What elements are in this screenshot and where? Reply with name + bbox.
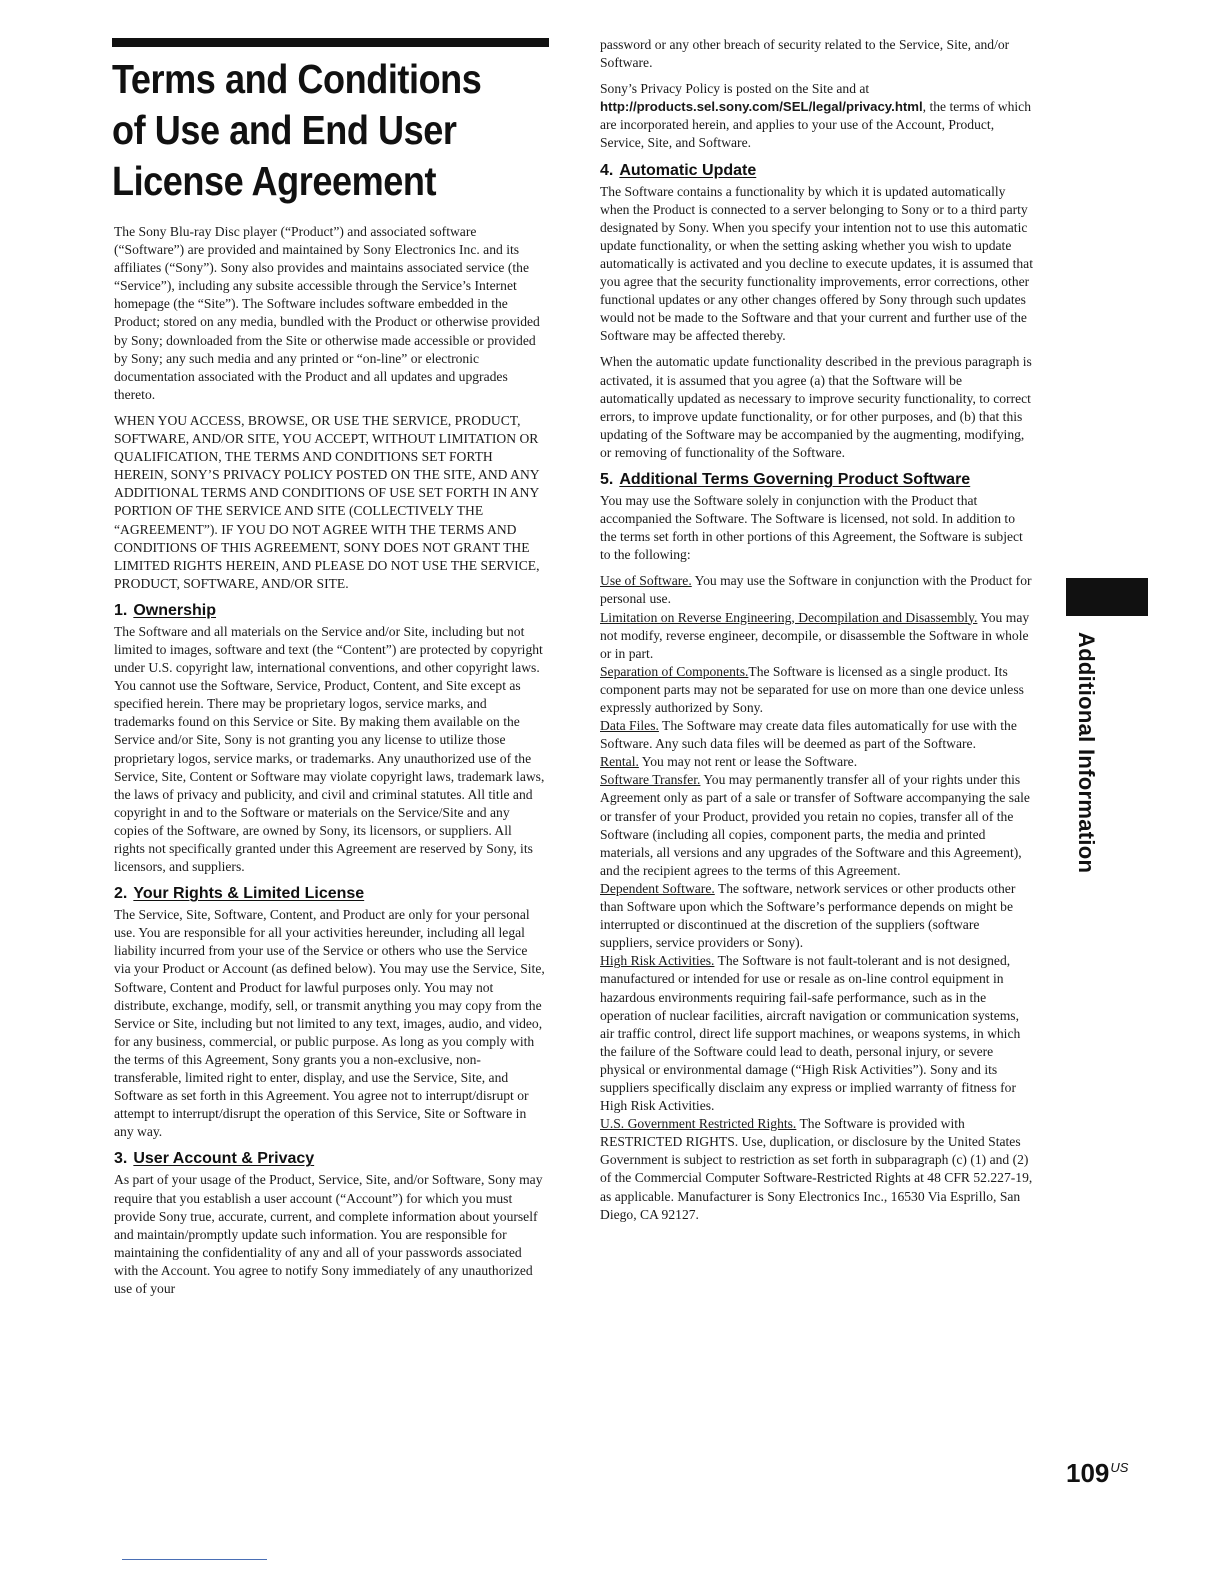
section-number: 2. xyxy=(114,885,128,903)
term-high-risk-activities xyxy=(600,952,1034,1115)
term-label: High Risk Activities. xyxy=(600,953,715,969)
term-text: The Software may create data files automatically for use with the Software. Any such data files will be deemed as part of the Software. xyxy=(600,718,1017,752)
section-1-heading xyxy=(114,601,546,621)
privacy-policy-paragraph xyxy=(600,80,1034,152)
footer-rule xyxy=(122,1559,267,1560)
intro-paragraph-2: WHEN YOU ACCESS, BROWSE, OR USE THE SERVICE, PRODUCT, SOFTWARE, AND/OR SITE, YOU ACCEPT, WITHOUT LIMITATION OR QUALIFICATION, THE TERMS AND CONDITIONS SET FORTH HEREIN, SONY’S PRIVACY POLICY POSTED ON THE SITE, AND ANY ADDITIONAL TERMS AND CONDITIONS OF USE SET FORTH IN ANY PORTION OF THE SERVICE AND SITE (COLLECTIVELY THE “AGREEMENT”). IF YOU DO NOT AGREE WITH THE TERMS AND CONDITIONS OF THIS AGREEMENT, SONY DOES NOT GRANT THE LIMITED RIGHTS HEREIN, AND PLEASE DO NOT USE THE SERVICE, PRODUCT, SOFTWARE, AND/OR SITE. xyxy=(114,412,540,591)
term-data-files xyxy=(600,717,1034,753)
section-3-heading xyxy=(114,1149,546,1169)
privacy-policy-link[interactable]: http://products.sel.sony.com/SEL/legal/privacy.html xyxy=(600,99,923,115)
section-title: User Account & Privacy xyxy=(133,1150,315,1168)
right-column xyxy=(600,36,1034,1224)
term-use-of-software xyxy=(600,572,1034,608)
term-label: Dependent Software. xyxy=(600,880,715,896)
side-section-label-text: Additional Information xyxy=(1074,632,1099,874)
section-title: Additional Terms Governing Product Software xyxy=(619,470,971,488)
section-title: Ownership xyxy=(133,601,217,619)
term-rental xyxy=(600,753,1034,771)
section-number: 4. xyxy=(600,161,614,179)
term-text: The software, network services or other products other than Software upon which the Software’s performance depends on might be interrupted or discontinued at the discretion of the suppliers (software suppliers, service providers or Sony). xyxy=(600,880,1016,951)
section-2-heading xyxy=(114,884,546,904)
section-tab-marker xyxy=(1066,578,1148,616)
section-5-intro: You may use the Software solely in conjunction with the Product that accompanied the Software. The Software is licensed, not sold. In addition to the terms set forth in other portions of this Agreement, the Software is subject to the following: xyxy=(600,492,1023,563)
section-number: 3. xyxy=(114,1150,128,1168)
term-label: U.S. Government Restricted Rights. xyxy=(600,1116,797,1132)
term-text: You may use the Software in conjunction with the Product for personal use. xyxy=(600,573,1032,607)
section-4-paragraph-1: The Software contains a functionality by which it is updated automatically when the Product is connected to a server belonging to Sony or to a third party designated by Sony. When you specify your intention not to use this automatic update functionality, or when the setting asking whether you wish to update automatically is activated and you decline to execute updates, it is assumed that you agree that the security functionality improvements, error corrections, other functional updates or any other changes offered by Sony through such updates would not be made to the Software and that your current and further use of the Software may be affected thereby. xyxy=(600,183,1033,344)
section-title: Automatic Update xyxy=(619,161,757,179)
section-1-text: The Software and all materials on the Service and/or Site, including but not limited to images, software and text (the “Content”) are protected by copyright under U.S. copyright law, international conventions, and other copyright laws. You cannot use the Software, Service, Product, Content, and Site except as specified herein. There may be proprietary logos, service marks, and trademarks found on this Service or Site. By making them available on the Service and/or Site, Sony is not granting you any license to utilize those proprietary logos, service marks, or trademarks. Any unauthorized use of the Service, Site, Content or Software may violate copyright laws, trademark laws, the laws of privacy and publicity, and civil and criminal statutes. All title and copyright in and to the Software or materials on the Service/Site and any copies of the Software, are owned by Sony, its licensors, or suppliers. All rights not specifically granted under this Agreement are reserved by Sony, its licensors, and suppliers. xyxy=(114,623,545,875)
term-reverse-engineering xyxy=(600,609,1034,663)
privacy-text-before: Sony’s Privacy Policy is posted on the Site and at xyxy=(600,81,870,97)
section-5-heading xyxy=(600,470,1034,490)
term-text: The Software is provided with RESTRICTED RIGHTS. Use, duplication, or disclosure by the United States Government is subject to restriction as set forth in subparagraph (c) (1) and (2) of the Commercial Computer Software-Restricted Rights at 48 CFR 52.227-19, as applicable. Manufacturer is Sony Electronics Inc., 16530 Via Esprillo, San Diego, CA 92127. xyxy=(600,1116,1033,1222)
term-text: You may not modify, reverse engineer, decompile, or disassemble the Software in whole or in part. xyxy=(600,609,1030,661)
term-government-rights xyxy=(600,1115,1034,1224)
term-text: The Software is licensed as a single product. Its component parts may not be separated for use on more than one device unless expressly authorized by Sony. xyxy=(600,663,1024,715)
left-column xyxy=(114,223,546,1306)
page-number-suffix: US xyxy=(1110,1460,1129,1475)
section-4-heading xyxy=(600,161,1034,181)
title-rule xyxy=(112,38,549,47)
term-label: Use of Software. xyxy=(600,573,692,589)
privacy-text-after: , the terms of which are incorporated herein, and applies to your use of the Account, Product, Service, Site, and Software. xyxy=(600,99,1032,151)
section-number: 5. xyxy=(600,470,614,488)
term-text: You may permanently transfer all of your rights under this Agreement only as part of a sale or transfer of Software accompanying the sale or transfer of your Product, provided you retain no copies, transfer all of the Software (including all copies, component parts, the media and printed materials, all versions and any upgrades of the Software and this Agreement), and the recipient agrees to the terms of this Agreement. xyxy=(600,772,1030,878)
term-separation-of-components xyxy=(600,663,1034,717)
section-3-continued: password or any other breach of security related to the Service, Site, and/or Software. xyxy=(600,37,1010,71)
section-3-text: As part of your usage of the Product, Service, Site, and/or Software, Sony may require that you establish a user account (“Account”) for which you must provide Sony true, accurate, current, and complete information about yourself and maintain/promptly update such information. You are responsible for maintaining the confidentiality of any and all of your passwords associated with the Account. You agree to notify Sony immediately of any unauthorized use of your xyxy=(114,1172,543,1296)
term-label: Separation of Components. xyxy=(600,663,749,679)
page-number xyxy=(1066,1453,1128,1488)
term-label: Limitation on Reverse Engineering, Decompilation and Disassembly. xyxy=(600,609,978,625)
term-dependent-software xyxy=(600,880,1034,952)
side-section-label xyxy=(1066,632,1106,892)
term-label: Data Files. xyxy=(600,718,659,734)
section-title: Your Rights & Limited License xyxy=(133,885,365,903)
term-label: Software Transfer. xyxy=(600,772,701,788)
term-text: The Software is not fault-tolerant and is not designed, manufactured or intended for use or resale as on-line control equipment in hazardous environments requiring fail-safe performance, such as in the operation of nuclear facilities, aircraft navigation or communication systems, air traffic control, direct life support machines, or weapons systems, in which the failure of the Software could lead to death, personal injury, or severe physical or environmental damage (“High Risk Activities”). Sony and its suppliers specifically disclaim any express or implied warranty of fitness for High Risk Activities. xyxy=(600,953,1021,1114)
term-software-transfer xyxy=(600,771,1034,880)
page-title: Terms and Conditions of Use and End User License Agreement xyxy=(112,56,482,204)
section-number: 1. xyxy=(114,601,128,619)
section-4-paragraph-2: When the automatic update functionality described in the previous paragraph is activated, it is assumed that you agree (a) that the Software will be automatically updated as necessary to improve security functionality, to correct errors, to improve update functionality, or for other purposes, and (b) that this updating of the Software may be accompanied by the augmenting, modifying, or removing of functionality of the Software. xyxy=(600,354,1032,460)
term-text: You may not rent or lease the Software. xyxy=(638,754,858,770)
page-number-value: 109 xyxy=(1066,1458,1110,1488)
section-2-text: The Service, Site, Software, Content, and Product are only for your personal use. You are responsible for all your activities hereunder, including all legal liability incurred from your use of the Service or others who use the Service via your Product or Account (as defined below). You may use the Service, Site, Software, Content and Product for lawful purposes only. You may not distribute, exchange, modify, sell, or transmit anything you may copy from the Service or Site, including but not limited to any text, images, audio, and video, for any business, commercial, or public purpose. As long as you comply with the terms of this Agreement, Sony grants you a non-exclusive, non-transferable, limited right to enter, display, and use the Service, Site, and Software as set forth in this Agreement. You agree not to interrupt/disrupt or attempt to interrupt/disrupt the operation of this Service, Site or Software in any way. xyxy=(114,907,545,1140)
intro-paragraph-1: The Sony Blu-ray Disc player (“Product”) and associated software (“Software”) are provided and maintained by Sony Electronics Inc. and its affiliates (“Sony”). Sony also provides and maintains associated service (the “Service”), including any subsite accessible through the Service’s Internet homepage (the “Site”). The Software includes software embedded in the Product; stored on any media, bundled with the Product or otherwise provided by Sony; downloaded from the Site or otherwise made accessible or provided by Sony; any such media and any printed or “on-line” or electronic documentation associated with the Product and all updates and upgrades thereto. xyxy=(114,224,540,402)
term-label: Rental. xyxy=(600,754,639,770)
